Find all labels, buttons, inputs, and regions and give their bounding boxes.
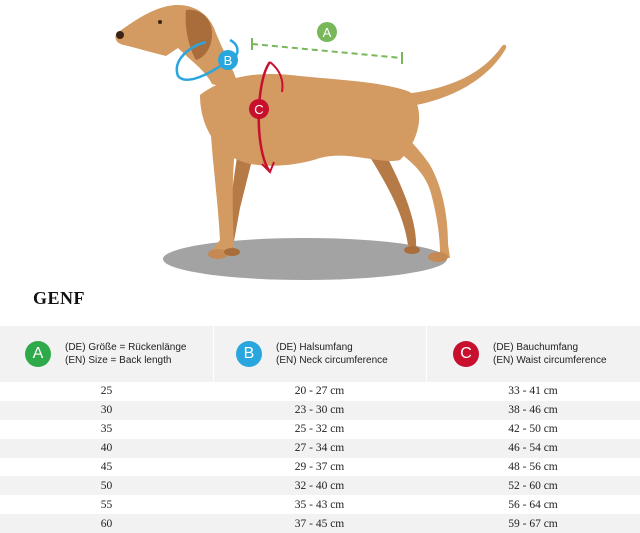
header-size-en: (EN) Size = Back length <box>65 355 172 366</box>
cell-size: 35 <box>100 423 113 436</box>
header-waist-en: (EN) Waist circumference <box>493 355 607 366</box>
table-row <box>0 495 640 514</box>
table-row <box>0 458 640 477</box>
cell-waist: 46 - 54 cm <box>508 442 558 455</box>
cell-waist: 42 - 50 cm <box>508 423 558 436</box>
table-row <box>0 439 640 458</box>
cell-neck: 20 - 27 cm <box>294 385 345 398</box>
waist-badge-icon: C <box>453 341 479 367</box>
cell-neck: 25 - 32 cm <box>294 423 345 436</box>
cell-waist: 52 - 60 cm <box>508 479 558 492</box>
table-row <box>0 382 640 401</box>
cell-neck: 32 - 40 cm <box>294 479 345 492</box>
header-waist-de: (DE) Bauchumfang <box>493 342 579 353</box>
cell-waist: 38 - 46 cm <box>508 404 558 417</box>
cell-size: 40 <box>100 442 113 455</box>
cell-neck: 35 - 43 cm <box>294 498 345 511</box>
header-neck-de: (DE) Halsumfang <box>276 342 353 353</box>
cell-neck: 29 - 37 cm <box>294 461 345 473</box>
ground-shadow <box>163 238 447 280</box>
header-waist <box>426 326 640 382</box>
cell-waist: 59 - 67 cm <box>508 517 558 530</box>
cell-size: 25 <box>100 385 113 398</box>
cell-size: 45 <box>100 461 113 473</box>
header-neck <box>213 326 426 382</box>
table-row <box>0 401 640 420</box>
cell-neck: 37 - 45 cm <box>294 517 345 530</box>
cell-neck: 23 - 30 cm <box>294 404 345 417</box>
marker-b-label: B <box>223 53 233 68</box>
header-size-de: (DE) Größe = Rückenlänge <box>65 342 187 353</box>
size-table <box>0 326 640 533</box>
neck-badge-icon: B <box>236 341 262 367</box>
cell-waist: 33 - 41 cm <box>508 385 558 398</box>
cell-size: 50 <box>100 479 113 492</box>
header-size <box>0 326 213 382</box>
cell-waist: 48 - 56 cm <box>508 461 558 473</box>
product-title: GENF <box>33 288 86 308</box>
size-badge-icon: A <box>25 341 51 367</box>
cell-size: 60 <box>100 517 113 530</box>
cell-size: 55 <box>100 498 113 511</box>
table-row <box>0 514 640 533</box>
marker-a-label: A <box>322 25 332 40</box>
cell-waist: 56 - 64 cm <box>508 498 558 511</box>
marker-c-label: C <box>254 102 264 117</box>
back-length-marker <box>252 22 402 64</box>
table-header <box>0 326 640 382</box>
dog-figure <box>115 5 506 262</box>
cell-neck: 27 - 34 cm <box>294 442 345 455</box>
table-row <box>0 420 640 439</box>
cell-size: 30 <box>100 404 113 417</box>
header-neck-en: (EN) Neck circumference <box>276 355 388 366</box>
table-row <box>0 476 640 495</box>
